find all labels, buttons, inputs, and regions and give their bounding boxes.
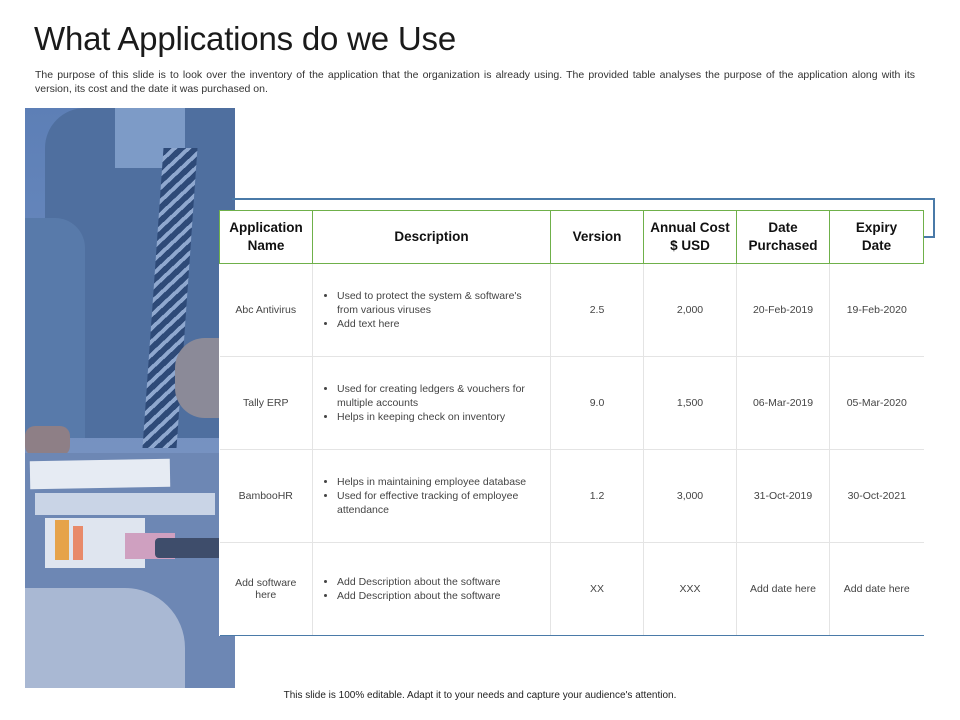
cell-description: [313, 357, 551, 450]
cell-description: [313, 264, 551, 357]
description-bullet: • Used to protect the system & software's from various viruses: [337, 289, 544, 317]
cell-date-purchased: 06-Mar-2019: [737, 357, 830, 450]
cell-application-name: Add software here: [220, 543, 313, 636]
cell-date-purchased: Add date here: [737, 543, 830, 636]
table-row: [220, 450, 924, 543]
cell-description: [313, 543, 551, 636]
cell-application-name: Tally ERP: [220, 357, 313, 450]
description-bullet: • Add Description about the software: [337, 575, 544, 589]
cell-expiry-date: 30-Oct-2021: [830, 450, 924, 543]
description-bullet: • Used for effective tracking of employee attendance: [337, 489, 544, 517]
description-bullet: • Add text here: [337, 317, 544, 331]
cell-application-name: BambooHR: [220, 450, 313, 543]
header-version: Version: [551, 211, 644, 264]
description-bullet: • Used for creating ledgers & vouchers for multiple accounts: [337, 382, 544, 410]
header-date-purchased: Date Purchased: [737, 211, 830, 264]
header-description: Description: [313, 211, 551, 264]
slide-title: What Applications do we Use: [34, 20, 456, 57]
cell-date-purchased: 20-Feb-2019: [737, 264, 830, 357]
description-bullet: • Add Description about the software: [337, 589, 544, 603]
cell-version: 1.2: [551, 450, 644, 543]
cell-expiry-date: 05-Mar-2020: [830, 357, 924, 450]
cell-annual-cost: XXX: [644, 543, 737, 636]
cell-application-name: Abc Antivirus: [220, 264, 313, 357]
table-row: [220, 357, 924, 450]
cell-version: 9.0: [551, 357, 644, 450]
cell-annual-cost: 2,000: [644, 264, 737, 357]
cell-version: 2.5: [551, 264, 644, 357]
slide-subtitle: The purpose of this slide is to look over the inventory of the application that the organization is already using. The provided table analyses the purpose of the application along with its version, its cost and the date it was purchased on.: [35, 69, 915, 95]
header-annual-cost: Annual Cost $ USD: [644, 211, 737, 264]
applications-table: [219, 210, 923, 636]
table-header-row: [220, 211, 924, 264]
cell-expiry-date: 19-Feb-2020: [830, 264, 924, 357]
header-application-name: Application Name: [220, 211, 313, 264]
table-row: [220, 543, 924, 636]
slide-footer: This slide is 100% editable. Adapt it to your needs and capture your audience's attention.: [283, 690, 677, 701]
table-row: [220, 264, 924, 357]
cell-version: XX: [551, 543, 644, 636]
business-photo: [25, 108, 235, 688]
description-bullet: • Helps in maintaining employee database: [337, 475, 544, 489]
description-bullet: • Helps in keeping check on inventory: [337, 410, 544, 424]
cell-expiry-date: Add date here: [830, 543, 924, 636]
header-expiry-date: Expiry Date: [830, 211, 924, 264]
cell-description: [313, 450, 551, 543]
cell-annual-cost: 1,500: [644, 357, 737, 450]
cell-date-purchased: 31-Oct-2019: [737, 450, 830, 543]
cell-annual-cost: 3,000: [644, 450, 737, 543]
